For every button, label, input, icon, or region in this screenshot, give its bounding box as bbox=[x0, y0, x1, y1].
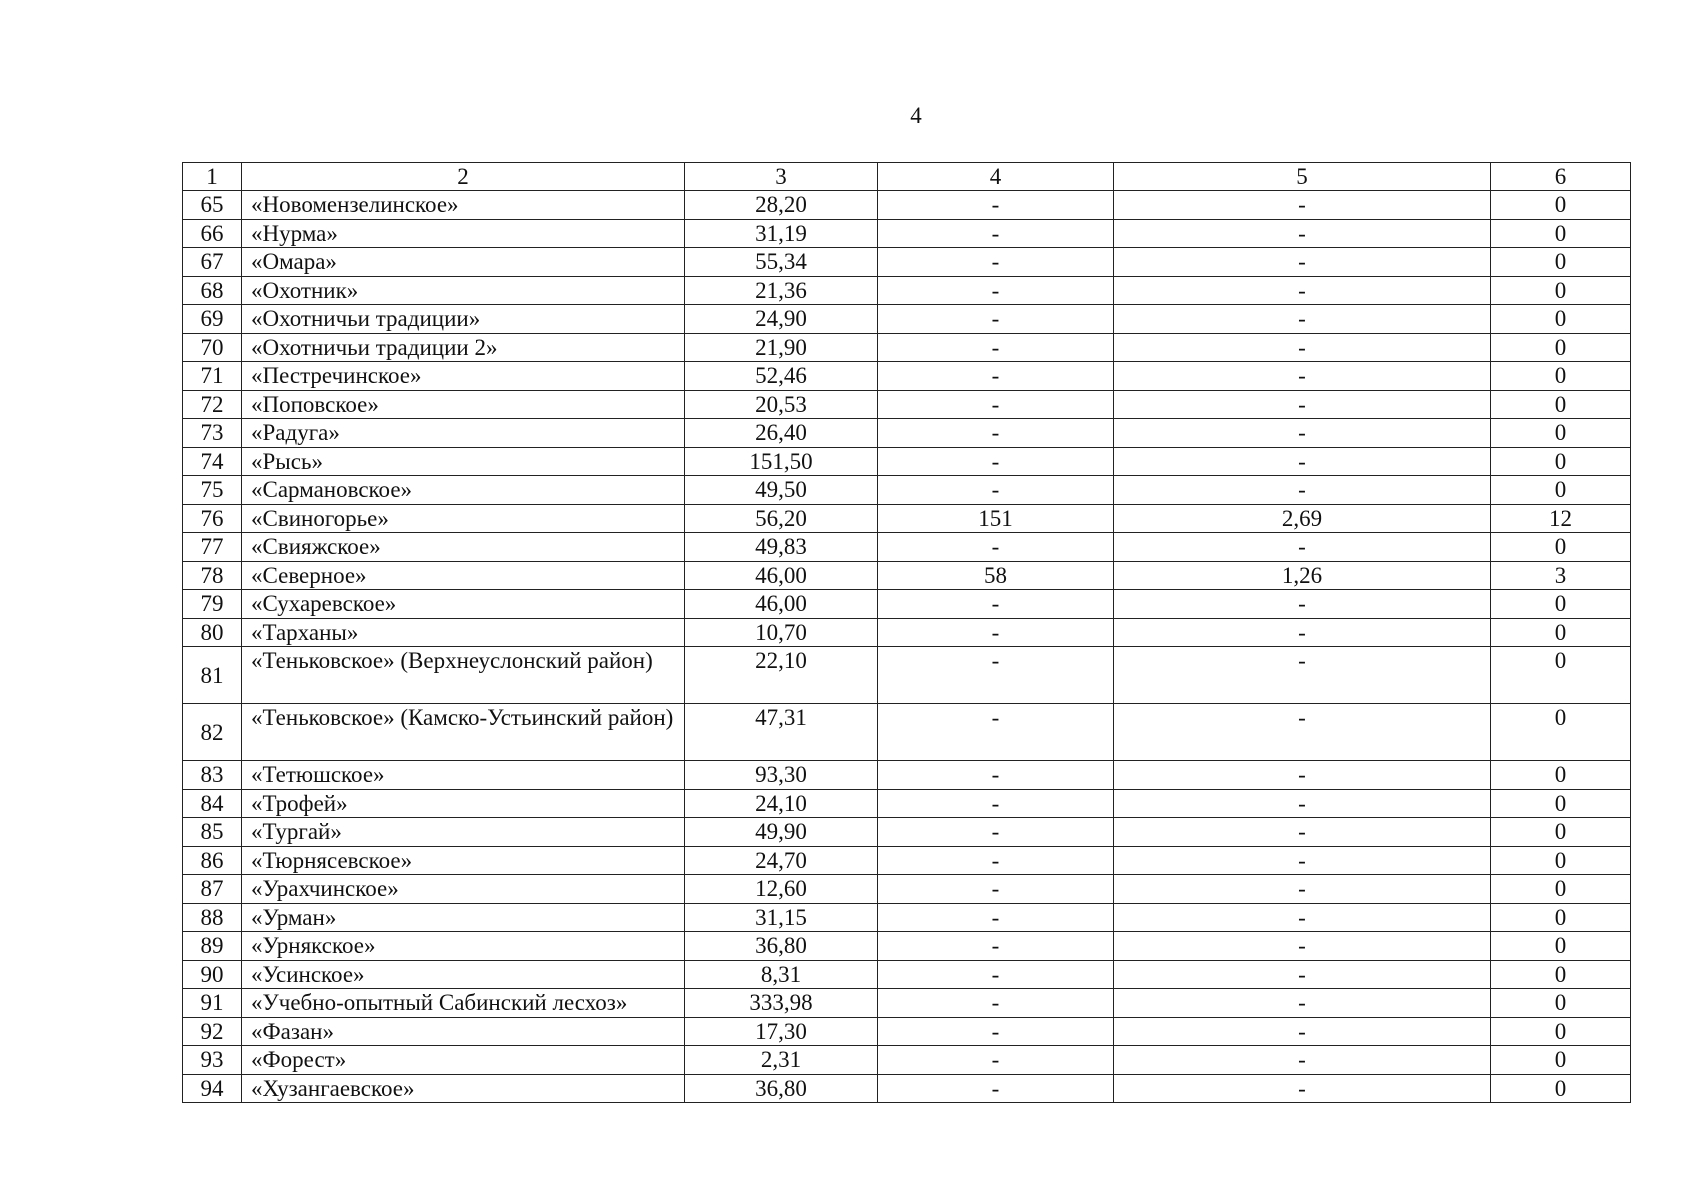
hunting-ground-name: «Хузангаевское» bbox=[242, 1074, 685, 1103]
hunting-ground-name: «Тургай» bbox=[242, 818, 685, 847]
table-row bbox=[183, 533, 1631, 562]
row-number: 79 bbox=[183, 590, 242, 619]
column-4-value: - bbox=[878, 875, 1114, 904]
hunting-ground-name: «Тюрнясевское» bbox=[242, 846, 685, 875]
column-6-value: 0 bbox=[1491, 305, 1631, 334]
column-5-value: - bbox=[1114, 248, 1491, 277]
column-3-value: 52,46 bbox=[685, 362, 878, 391]
column-6-value: 0 bbox=[1491, 533, 1631, 562]
column-4-value: - bbox=[878, 305, 1114, 334]
table-row bbox=[183, 875, 1631, 904]
column-4-value: - bbox=[878, 276, 1114, 305]
header-cell: 4 bbox=[878, 163, 1114, 191]
column-5-value: - bbox=[1114, 647, 1491, 704]
column-6-value: 0 bbox=[1491, 1074, 1631, 1103]
column-6-value: 0 bbox=[1491, 191, 1631, 220]
column-3-value: 47,31 bbox=[685, 704, 878, 761]
hunting-ground-name: «Фазан» bbox=[242, 1017, 685, 1046]
table-row bbox=[183, 1017, 1631, 1046]
column-6-value: 0 bbox=[1491, 1046, 1631, 1075]
header-cell: 1 bbox=[183, 163, 242, 191]
table-row bbox=[183, 362, 1631, 391]
column-6-value: 0 bbox=[1491, 390, 1631, 419]
table-row bbox=[183, 818, 1631, 847]
column-4-value: - bbox=[878, 219, 1114, 248]
column-3-value: 21,36 bbox=[685, 276, 878, 305]
column-3-value: 21,90 bbox=[685, 333, 878, 362]
row-number: 75 bbox=[183, 476, 242, 505]
column-6-value: 0 bbox=[1491, 989, 1631, 1018]
column-6-value: 0 bbox=[1491, 818, 1631, 847]
row-number: 90 bbox=[183, 960, 242, 989]
column-4-value: - bbox=[878, 903, 1114, 932]
column-5-value: - bbox=[1114, 219, 1491, 248]
column-3-value: 20,53 bbox=[685, 390, 878, 419]
column-4-value: - bbox=[878, 1017, 1114, 1046]
row-number: 93 bbox=[183, 1046, 242, 1075]
column-6-value: 0 bbox=[1491, 960, 1631, 989]
hunting-ground-name: «Сармановское» bbox=[242, 476, 685, 505]
column-5-value: - bbox=[1114, 191, 1491, 220]
table-row bbox=[183, 618, 1631, 647]
column-6-value: 3 bbox=[1491, 561, 1631, 590]
column-4-value: - bbox=[878, 362, 1114, 391]
column-5-value: - bbox=[1114, 305, 1491, 334]
row-number: 92 bbox=[183, 1017, 242, 1046]
table-row bbox=[183, 561, 1631, 590]
table-row bbox=[183, 960, 1631, 989]
column-5-value: - bbox=[1114, 704, 1491, 761]
column-5-value: - bbox=[1114, 875, 1491, 904]
column-6-value: 0 bbox=[1491, 590, 1631, 619]
hunting-ground-name: «Северное» bbox=[242, 561, 685, 590]
column-4-value: - bbox=[878, 447, 1114, 476]
row-number: 80 bbox=[183, 618, 242, 647]
column-3-value: 93,30 bbox=[685, 761, 878, 790]
column-5-value: - bbox=[1114, 932, 1491, 961]
column-4-value: - bbox=[878, 761, 1114, 790]
column-6-value: 12 bbox=[1491, 504, 1631, 533]
header-cell: 6 bbox=[1491, 163, 1631, 191]
table-row bbox=[183, 191, 1631, 220]
column-4-value: - bbox=[878, 419, 1114, 448]
hunting-ground-name: «Пестречинское» bbox=[242, 362, 685, 391]
table-row bbox=[183, 504, 1631, 533]
column-5-value: - bbox=[1114, 1046, 1491, 1075]
table-row bbox=[183, 846, 1631, 875]
column-5-value: - bbox=[1114, 419, 1491, 448]
column-3-value: 22,10 bbox=[685, 647, 878, 704]
column-3-value: 56,20 bbox=[685, 504, 878, 533]
column-4-value: - bbox=[878, 846, 1114, 875]
column-5-value: - bbox=[1114, 390, 1491, 419]
table-row bbox=[183, 305, 1631, 334]
table-row bbox=[183, 590, 1631, 619]
table-row bbox=[183, 789, 1631, 818]
column-3-value: 46,00 bbox=[685, 561, 878, 590]
column-5-value: 2,69 bbox=[1114, 504, 1491, 533]
column-3-value: 46,00 bbox=[685, 590, 878, 619]
column-4-value: - bbox=[878, 590, 1114, 619]
row-number: 87 bbox=[183, 875, 242, 904]
row-number: 77 bbox=[183, 533, 242, 562]
column-5-value: - bbox=[1114, 761, 1491, 790]
column-3-value: 12,60 bbox=[685, 875, 878, 904]
column-6-value: 0 bbox=[1491, 419, 1631, 448]
hunting-ground-name: «Урман» bbox=[242, 903, 685, 932]
row-number: 78 bbox=[183, 561, 242, 590]
column-5-value: - bbox=[1114, 1017, 1491, 1046]
table-row bbox=[183, 476, 1631, 505]
table-row bbox=[183, 761, 1631, 790]
column-5-value: - bbox=[1114, 276, 1491, 305]
hunting-ground-name: «Охотник» bbox=[242, 276, 685, 305]
hunting-ground-name: «Свияжское» bbox=[242, 533, 685, 562]
column-4-value: - bbox=[878, 932, 1114, 961]
row-number: 67 bbox=[183, 248, 242, 277]
column-5-value: 1,26 bbox=[1114, 561, 1491, 590]
column-4-value: - bbox=[878, 1046, 1114, 1075]
column-4-value: - bbox=[878, 818, 1114, 847]
row-number: 74 bbox=[183, 447, 242, 476]
column-3-value: 28,20 bbox=[685, 191, 878, 220]
column-5-value: - bbox=[1114, 989, 1491, 1018]
row-number: 86 bbox=[183, 846, 242, 875]
column-6-value: 0 bbox=[1491, 647, 1631, 704]
column-4-value: - bbox=[878, 989, 1114, 1018]
row-number: 71 bbox=[183, 362, 242, 391]
column-6-value: 0 bbox=[1491, 1017, 1631, 1046]
table-row bbox=[183, 1046, 1631, 1075]
column-3-value: 24,70 bbox=[685, 846, 878, 875]
row-number: 84 bbox=[183, 789, 242, 818]
row-number: 88 bbox=[183, 903, 242, 932]
column-6-value: 0 bbox=[1491, 248, 1631, 277]
hunting-ground-name: «Сухаревское» bbox=[242, 590, 685, 619]
column-5-value: - bbox=[1114, 590, 1491, 619]
column-6-value: 0 bbox=[1491, 333, 1631, 362]
hunting-ground-name: «Новомензелинское» bbox=[242, 191, 685, 220]
row-number: 83 bbox=[183, 761, 242, 790]
column-6-value: 0 bbox=[1491, 846, 1631, 875]
column-6-value: 0 bbox=[1491, 362, 1631, 391]
hunting-ground-name: «Урнякское» bbox=[242, 932, 685, 961]
column-6-value: 0 bbox=[1491, 761, 1631, 790]
hunting-ground-name: «Свиногорье» bbox=[242, 504, 685, 533]
hunting-ground-name: «Нурма» bbox=[242, 219, 685, 248]
row-number: 72 bbox=[183, 390, 242, 419]
hunting-ground-name: «Урахчинское» bbox=[242, 875, 685, 904]
hunting-ground-name: «Охотничьи традиции 2» bbox=[242, 333, 685, 362]
column-6-value: 0 bbox=[1491, 276, 1631, 305]
column-5-value: - bbox=[1114, 818, 1491, 847]
header-cell: 2 bbox=[242, 163, 685, 191]
data-table bbox=[182, 162, 1631, 1103]
column-3-value: 2,31 bbox=[685, 1046, 878, 1075]
table-row bbox=[183, 219, 1631, 248]
column-5-value: - bbox=[1114, 846, 1491, 875]
column-3-value: 36,80 bbox=[685, 932, 878, 961]
column-4-value: - bbox=[878, 1074, 1114, 1103]
hunting-ground-name: «Усинское» bbox=[242, 960, 685, 989]
column-6-value: 0 bbox=[1491, 875, 1631, 904]
column-5-value: - bbox=[1114, 533, 1491, 562]
column-6-value: 0 bbox=[1491, 704, 1631, 761]
table-row bbox=[183, 276, 1631, 305]
row-number: 76 bbox=[183, 504, 242, 533]
column-3-value: 151,50 bbox=[685, 447, 878, 476]
row-number: 94 bbox=[183, 1074, 242, 1103]
column-4-value: 151 bbox=[878, 504, 1114, 533]
column-4-value: - bbox=[878, 960, 1114, 989]
column-6-value: 0 bbox=[1491, 219, 1631, 248]
column-6-value: 0 bbox=[1491, 903, 1631, 932]
column-5-value: - bbox=[1114, 1074, 1491, 1103]
table-row bbox=[183, 419, 1631, 448]
table-row bbox=[183, 647, 1631, 704]
table-row bbox=[183, 989, 1631, 1018]
hunting-ground-name: «Радуга» bbox=[242, 419, 685, 448]
column-3-value: 31,15 bbox=[685, 903, 878, 932]
row-number: 73 bbox=[183, 419, 242, 448]
hunting-ground-name: «Охотничьи традиции» bbox=[242, 305, 685, 334]
column-3-value: 24,90 bbox=[685, 305, 878, 334]
hunting-ground-name: «Тарханы» bbox=[242, 618, 685, 647]
row-number: 91 bbox=[183, 989, 242, 1018]
hunting-ground-name: «Рысь» bbox=[242, 447, 685, 476]
column-4-value: - bbox=[878, 533, 1114, 562]
column-3-value: 31,19 bbox=[685, 219, 878, 248]
column-4-value: - bbox=[878, 390, 1114, 419]
page-number: 4 bbox=[910, 103, 922, 128]
column-4-value: - bbox=[878, 333, 1114, 362]
column-3-value: 333,98 bbox=[685, 989, 878, 1018]
column-3-value: 24,10 bbox=[685, 789, 878, 818]
hunting-ground-name: «Трофей» bbox=[242, 789, 685, 818]
hunting-ground-name: «Учебно-опытный Сабинский лесхоз» bbox=[242, 989, 685, 1018]
column-5-value: - bbox=[1114, 333, 1491, 362]
hunting-ground-name: «Форест» bbox=[242, 1046, 685, 1075]
table-row bbox=[183, 390, 1631, 419]
column-6-value: 0 bbox=[1491, 932, 1631, 961]
column-5-value: - bbox=[1114, 903, 1491, 932]
column-4-value: - bbox=[878, 191, 1114, 220]
column-4-value: - bbox=[878, 618, 1114, 647]
row-number: 68 bbox=[183, 276, 242, 305]
column-5-value: - bbox=[1114, 362, 1491, 391]
hunting-ground-name: «Теньковское» (Верхнеуслонский район) bbox=[242, 647, 685, 704]
column-3-value: 49,83 bbox=[685, 533, 878, 562]
column-5-value: - bbox=[1114, 476, 1491, 505]
column-5-value: - bbox=[1114, 960, 1491, 989]
column-6-value: 0 bbox=[1491, 789, 1631, 818]
row-number: 65 bbox=[183, 191, 242, 220]
column-6-value: 0 bbox=[1491, 618, 1631, 647]
row-number: 85 bbox=[183, 818, 242, 847]
column-6-value: 0 bbox=[1491, 476, 1631, 505]
header-cell: 3 bbox=[685, 163, 878, 191]
row-number: 69 bbox=[183, 305, 242, 334]
table-row bbox=[183, 932, 1631, 961]
column-5-value: - bbox=[1114, 447, 1491, 476]
column-4-value: - bbox=[878, 647, 1114, 704]
column-5-value: - bbox=[1114, 789, 1491, 818]
table-row bbox=[183, 903, 1631, 932]
table-row bbox=[183, 1074, 1631, 1103]
table-row bbox=[183, 704, 1631, 761]
header-cell: 5 bbox=[1114, 163, 1491, 191]
column-4-value: 58 bbox=[878, 561, 1114, 590]
column-4-value: - bbox=[878, 476, 1114, 505]
hunting-ground-name: «Тетюшское» bbox=[242, 761, 685, 790]
hunting-ground-name: «Омара» bbox=[242, 248, 685, 277]
table-row bbox=[183, 333, 1631, 362]
column-4-value: - bbox=[878, 789, 1114, 818]
column-4-value: - bbox=[878, 248, 1114, 277]
hunting-ground-name: «Теньковское» (Камско-Устьинский район) bbox=[242, 704, 685, 761]
row-number: 82 bbox=[183, 704, 242, 761]
row-number: 81 bbox=[183, 647, 242, 704]
row-number: 66 bbox=[183, 219, 242, 248]
column-3-value: 17,30 bbox=[685, 1017, 878, 1046]
column-3-value: 49,50 bbox=[685, 476, 878, 505]
row-number: 70 bbox=[183, 333, 242, 362]
column-3-value: 49,90 bbox=[685, 818, 878, 847]
table-header-row bbox=[183, 163, 1631, 191]
table-row bbox=[183, 248, 1631, 277]
table-body bbox=[183, 163, 1631, 1103]
column-6-value: 0 bbox=[1491, 447, 1631, 476]
table-row bbox=[183, 447, 1631, 476]
column-3-value: 36,80 bbox=[685, 1074, 878, 1103]
column-5-value: - bbox=[1114, 618, 1491, 647]
row-number: 89 bbox=[183, 932, 242, 961]
column-4-value: - bbox=[878, 704, 1114, 761]
column-3-value: 8,31 bbox=[685, 960, 878, 989]
column-3-value: 26,40 bbox=[685, 419, 878, 448]
column-3-value: 55,34 bbox=[685, 248, 878, 277]
hunting-ground-name: «Поповское» bbox=[242, 390, 685, 419]
column-3-value: 10,70 bbox=[685, 618, 878, 647]
